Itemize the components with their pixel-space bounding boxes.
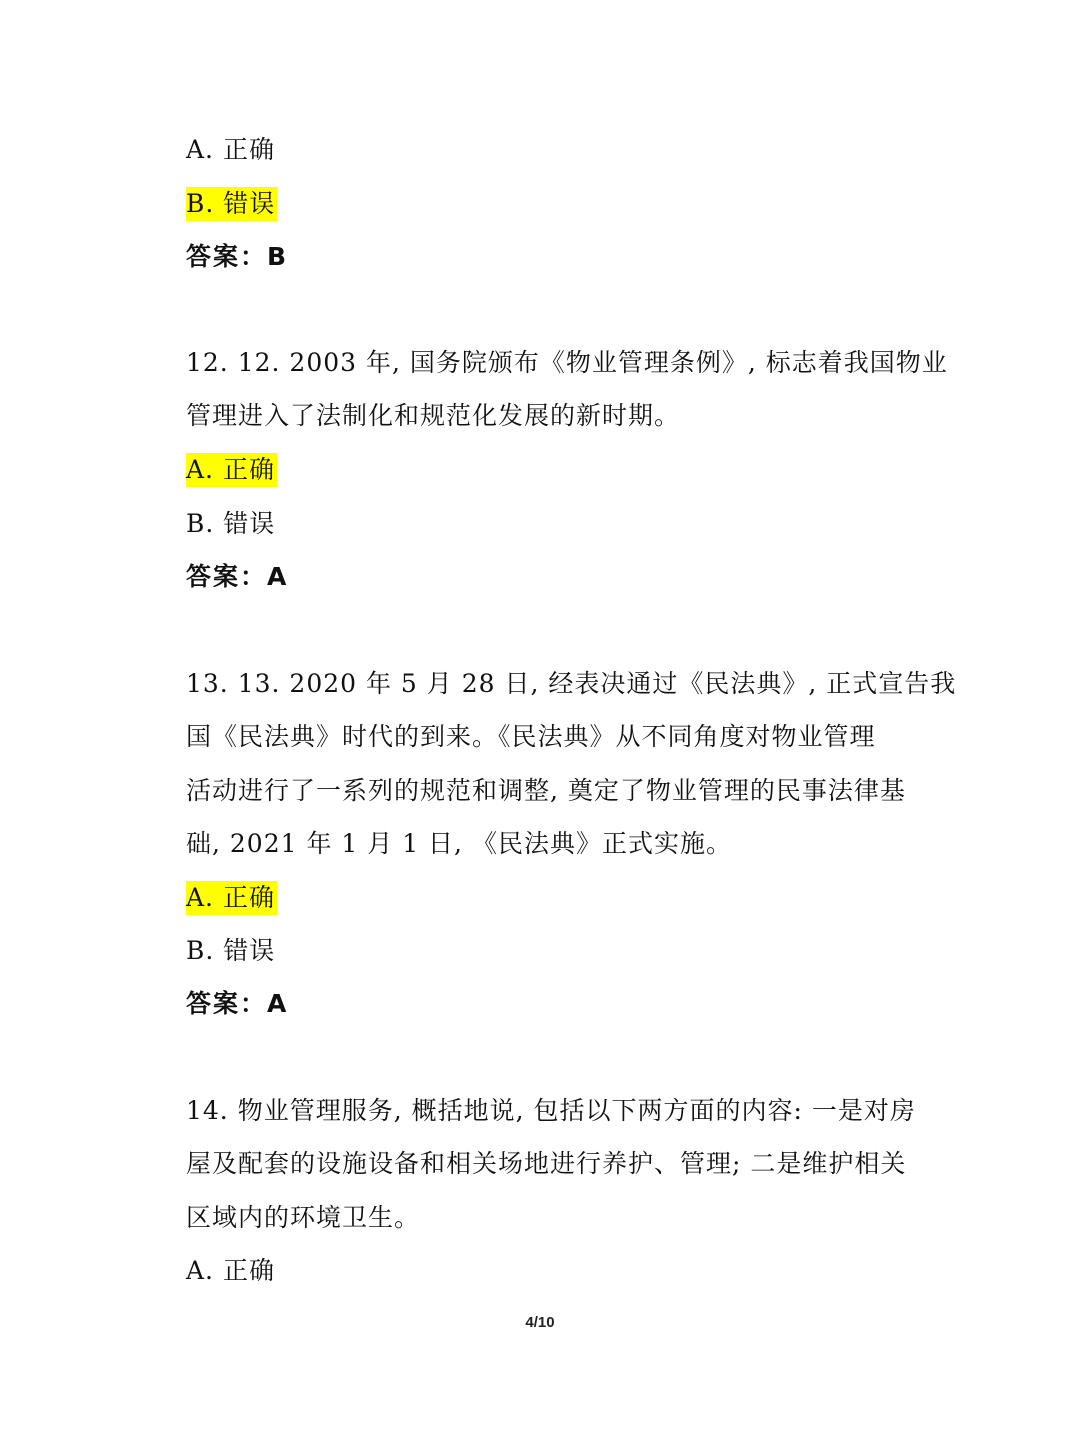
q13-text-line-1: 13. 13. 2020 年 5 月 28 日, 经表决通过《民法典》, 正式宣告我 xyxy=(186,669,957,698)
q13-answer: 答案：A xyxy=(186,989,289,1018)
q13-text-line-4: 础, 2021 年 1 月 1 日, 《民法典》正式实施。 xyxy=(186,829,732,858)
q12-option-b: B. 错误 xyxy=(186,509,276,538)
q14-text-line-1: 14. 物业管理服务, 概括地说, 包括以下两方面的内容: 一是对房 xyxy=(186,1096,916,1125)
q13-option-b: B. 错误 xyxy=(186,936,276,965)
q14-text-line-3: 区域内的环境卫生。 xyxy=(186,1203,421,1232)
q14-text-line-2: 屋及配套的设施设备和相关场地进行养护、管理; 二是维护相关 xyxy=(186,1149,907,1178)
q11-option-a: A. 正确 xyxy=(186,135,275,164)
q12-text-line-2: 管理进入了法制化和规范化发展的新时期。 xyxy=(186,401,681,430)
highlighted-correct-option: B. 错误 xyxy=(186,187,277,221)
q12-answer: 答案：A xyxy=(186,562,289,591)
q13-text-line-2: 国《民法典》时代的到来。《民法典》从不同角度对物业管理 xyxy=(186,722,876,751)
q11-answer: 答案：B xyxy=(186,242,289,271)
q14-option-a: A. 正确 xyxy=(186,1256,275,1285)
q12-text-line-1: 12. 12. 2003 年, 国务院颁布《物业管理条例》, 标志着我国物业 xyxy=(186,348,948,377)
q13-option-a xyxy=(186,881,277,915)
highlighted-correct-option: A. 正确 xyxy=(186,881,277,915)
highlighted-correct-option: A. 正确 xyxy=(186,453,277,487)
page-number: 4/10 xyxy=(525,1314,555,1331)
q12-option-a xyxy=(186,453,277,487)
q13-text-line-3: 活动进行了一系列的规范和调整, 奠定了物业管理的民事法律基 xyxy=(186,776,906,805)
q11-option-b xyxy=(186,187,277,221)
